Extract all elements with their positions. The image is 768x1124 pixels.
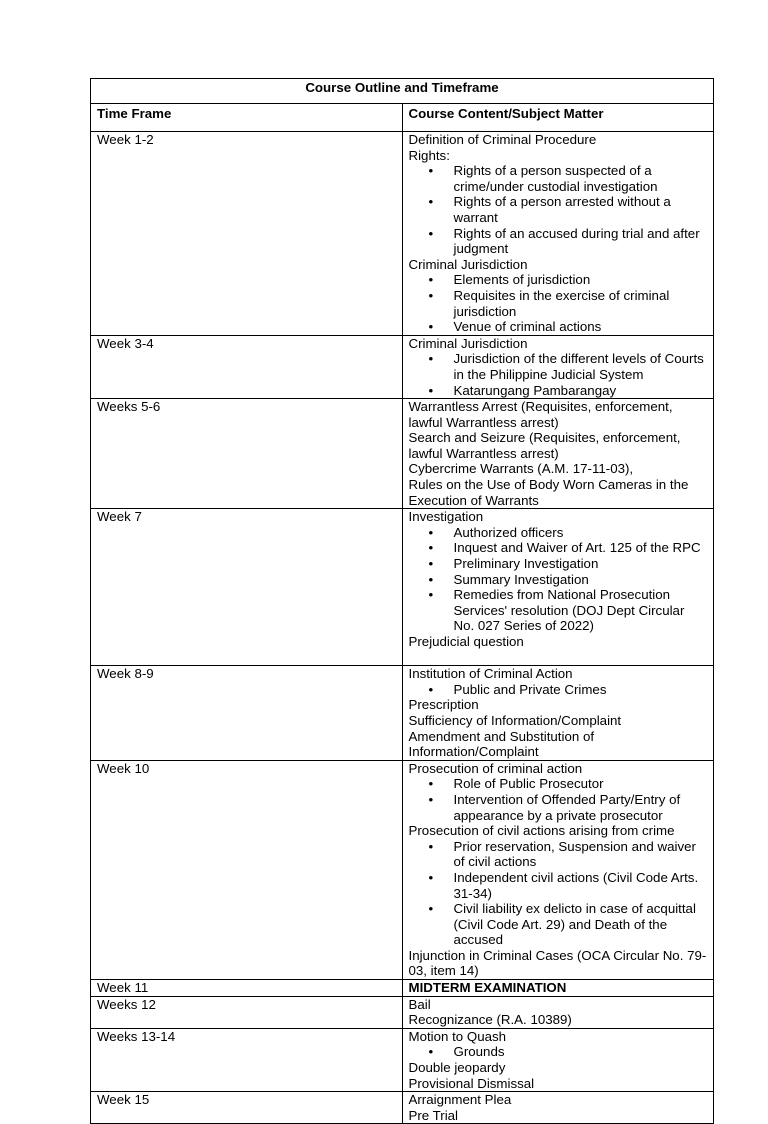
content-line: Cybercrime Warrants (A.M. 17-11-03), xyxy=(408,461,634,477)
bullet-item: • Grounds xyxy=(409,1044,708,1060)
table-row xyxy=(91,1028,714,1091)
title-row xyxy=(91,79,714,104)
time-frame-cell: Week 10 xyxy=(91,760,403,979)
bullet-item: • Elements of jurisdiction xyxy=(409,272,708,288)
content-line: Institution of Criminal Action xyxy=(408,666,573,682)
bullet-item: • Intervention of Offended Party/Entry of appearance by a private prosecutor xyxy=(409,792,708,823)
bullet-item: • Venue of criminal actions xyxy=(409,319,708,335)
content-line: Motion to Quash xyxy=(408,1028,507,1044)
table-row xyxy=(91,335,714,398)
time-frame-header: Time Frame xyxy=(91,104,403,132)
content-cell xyxy=(402,1092,714,1124)
exam-label: MIDTERM EXAMINATION xyxy=(408,980,567,996)
time-frame-cell: Weeks 12 xyxy=(91,996,403,1028)
content-cell xyxy=(402,132,714,336)
content-cell xyxy=(402,509,714,666)
table-row xyxy=(91,1092,714,1124)
time-frame-cell: Week 1-2 xyxy=(91,132,403,336)
content-cell xyxy=(402,760,714,979)
bullet-item: • Independent civil actions (Civil Code Arts. 31-34) xyxy=(409,870,708,901)
content-line: Double jeopardy xyxy=(408,1060,506,1076)
bullet-item: • Role of Public Prosecutor xyxy=(409,776,708,792)
bullet-item: • Public and Private Crimes xyxy=(409,682,708,698)
content-cell xyxy=(402,399,714,509)
content-header: Course Content/Subject Matter xyxy=(402,104,714,132)
content-line: Criminal Jurisdiction xyxy=(408,256,528,272)
content-line: Pre Trial xyxy=(408,1107,459,1123)
bullet-item: • Civil liability ex delicto in case of acquittal (Civil Code Art. 29) and Death of the accused xyxy=(409,901,708,948)
content-line: Warrantless Arrest (Requisites, enforcement, lawful Warrantless arrest) xyxy=(408,399,673,430)
content-line: Definition of Criminal Procedure xyxy=(408,132,597,147)
content-line: Prosecution of civil actions arising from crime xyxy=(408,823,675,839)
content-line: Search and Seizure (Requisites, enforcement, lawful Warrantless arrest) xyxy=(408,430,681,461)
content-cell xyxy=(402,666,714,761)
time-frame-cell: Week 11 xyxy=(91,980,403,997)
course-outline-body xyxy=(91,79,714,1124)
table-row xyxy=(91,980,714,997)
content-line: Amendment and Substitution of Information/Complaint xyxy=(408,728,595,760)
time-frame-cell: Week 3-4 xyxy=(91,335,403,398)
table-row xyxy=(91,760,714,979)
table-row xyxy=(91,132,714,336)
time-frame-cell: Week 8-9 xyxy=(91,666,403,761)
time-frame-cell: Weeks 5-6 xyxy=(91,399,403,509)
content-cell xyxy=(402,1028,714,1091)
table-row xyxy=(91,509,714,666)
blank-line xyxy=(409,650,708,666)
table-title: Course Outline and Timeframe xyxy=(91,79,714,104)
content-line: Rules on the Use of Body Worn Cameras in the Execution of Warrants xyxy=(408,477,689,508)
course-outline-table xyxy=(90,78,714,1124)
bullet-item: • Requisites in the exercise of criminal jurisdiction xyxy=(409,288,708,319)
time-frame-cell: Weeks 13-14 xyxy=(91,1028,403,1091)
content-line: Prescription xyxy=(408,697,479,713)
bullet-item: • Remedies from National Prosecution Services' resolution (DOJ Dept Circular No. 027 Series of 2022) xyxy=(409,587,708,634)
header-row xyxy=(91,104,714,132)
content-line: Provisional Dismissal xyxy=(408,1075,535,1091)
content-line: Injunction in Criminal Cases (OCA Circular No. 79-03, item 14) xyxy=(408,947,707,979)
time-frame-cell: Week 7 xyxy=(91,509,403,666)
content-cell xyxy=(402,335,714,398)
content-line: Sufficiency of Information/Complaint xyxy=(408,712,622,728)
bullet-item: • Rights of an accused during trial and after judgment xyxy=(409,226,708,257)
content-line: Prosecution of criminal action xyxy=(408,760,583,776)
bullet-item: • Preliminary Investigation xyxy=(409,556,708,572)
bullet-item: • Rights of a person arrested without a warrant xyxy=(409,194,708,225)
content-cell xyxy=(402,980,714,997)
bullet-item: • Inquest and Waiver of Art. 125 of the RPC xyxy=(409,540,708,556)
time-frame-cell: Week 15 xyxy=(91,1092,403,1124)
content-line: Rights: xyxy=(408,147,450,163)
content-line: Criminal Jurisdiction xyxy=(408,335,528,351)
bullet-item: • Rights of a person suspected of a crime/under custodial investigation xyxy=(409,163,708,194)
content-line: Recognizance (R.A. 10389) xyxy=(408,1012,572,1028)
bullet-item: • Summary Investigation xyxy=(409,572,708,588)
content-line: Investigation xyxy=(408,509,484,525)
bullet-item: • Prior reservation, Suspension and waiver of civil actions xyxy=(409,839,708,870)
content-line: Prejudicial question xyxy=(408,634,524,649)
bullet-item: • Katarungang Pambarangay xyxy=(409,383,708,399)
content-line: Bail xyxy=(408,996,431,1012)
bullet-item: • Jurisdiction of the different levels of Courts in the Philippine Judicial System xyxy=(409,351,708,382)
table-row xyxy=(91,666,714,761)
bullet-item: • Authorized officers xyxy=(409,525,708,541)
content-line: Arraignment Plea xyxy=(408,1092,512,1108)
table-row xyxy=(91,399,714,509)
